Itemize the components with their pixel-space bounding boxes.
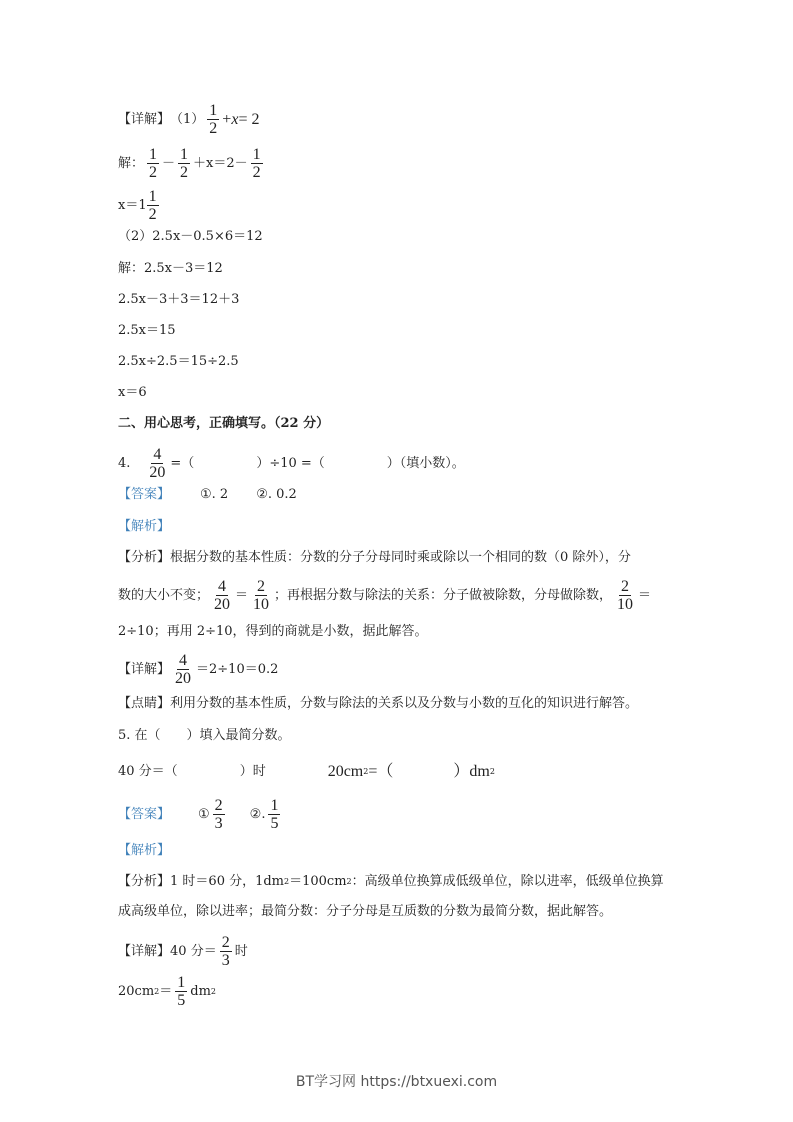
q5-fenxi-line1: 【分析】 1 时＝60 分，1dm 2 ＝100cm 2 ：高级单位换算成低级单位，除以进率，低级单位换算 bbox=[118, 874, 664, 889]
q3-detail-eq1: 【详解】 （1） $\frac{1}{2}$ + x = 2 bbox=[118, 102, 260, 137]
q5-detail2: 20cm 2 ＝ $\frac{1}{5}$ dm 2 bbox=[118, 974, 217, 1009]
section-heading: 二、用心思考，正确填写。（22 分） bbox=[118, 416, 330, 431]
q4-fenxi-line3: 2÷10；再用 2÷10，得到的商就是小数，据此解答。 bbox=[118, 624, 428, 639]
q3-step: 2.5x＝15 bbox=[118, 323, 176, 338]
q4-answer: 【答案】 ①. 2 ②. 0.2 bbox=[118, 487, 297, 502]
q4-dianjing: 【点睛】 利用分数的基本性质，分数与除法的关系以及分数与小数的互化的知识进行解答。 bbox=[118, 696, 639, 711]
answer-label: 【答案】 bbox=[118, 487, 171, 502]
q5-blanks: 40 分＝（ ）时 20cm 2 =（ ）dm 2 bbox=[118, 763, 495, 780]
q5-answer: 【答案】 ① $\frac{2}{3}$ ②. $\frac{1}{5}$ bbox=[118, 797, 279, 832]
q4-detail: 【详解】 $\frac{4}{20}$ ＝2÷10＝0.2 bbox=[118, 652, 279, 687]
q3-step: 2.5x÷2.5＝15÷2.5 bbox=[118, 354, 239, 369]
q5-analysis-label: 【解析】 bbox=[118, 843, 171, 858]
q5-title: 5. 在（ ）填入最简分数。 bbox=[118, 728, 291, 743]
q4-analysis-label: 【解析】 bbox=[118, 519, 171, 534]
q3-step: 2.5x－3＋3＝12＋3 bbox=[118, 292, 240, 307]
q3-part2: （2）2.5x－0.5×6＝12 bbox=[118, 229, 263, 244]
q4-fenxi-line1: 【分析】 根据分数的基本性质：分数的分子分母同时乘或除以一个相同的数（0 除外），分 bbox=[118, 550, 631, 565]
q5-fenxi-line2: 成高级单位，除以进率；最简分数：分子分母是互质数的分数为最简分数，据此解答。 bbox=[118, 904, 613, 919]
q3-step: 解：2.5x－3＝12 bbox=[118, 261, 223, 276]
detail-label: 【详解】 bbox=[118, 111, 171, 127]
q3-step: x＝6 bbox=[118, 385, 147, 400]
q3-detail-step1: 解： $\frac{1}{2}$ － $\frac{1}{2}$ ＋x＝2－ $\frac{1}{2}$ bbox=[118, 146, 261, 181]
footer-watermark: BT学习网 https://btxuexi.com bbox=[295, 1074, 498, 1090]
fraction: $\frac{1}{2}$ bbox=[209, 102, 218, 137]
answer-label: 【答案】 bbox=[118, 806, 171, 822]
q3-detail-result1: x＝1 $\frac{1}{2}$ bbox=[118, 188, 157, 223]
q4-question: 4. $\frac{4}{20}$ =（ ）÷10 =（ ）（填小数）。 bbox=[118, 446, 465, 481]
q4-fenxi-line2: 数的大小不变； $\frac{4}{20}$ ＝ $\frac{2}{10}$ ；再根据分数与除法的关系：分子做被除数，分母做除数， $\frac{2}{10}$ ＝ bbox=[118, 578, 652, 613]
q5-detail1: 【详解】 40 分＝ $\frac{2}{3}$ 时 bbox=[118, 934, 248, 969]
